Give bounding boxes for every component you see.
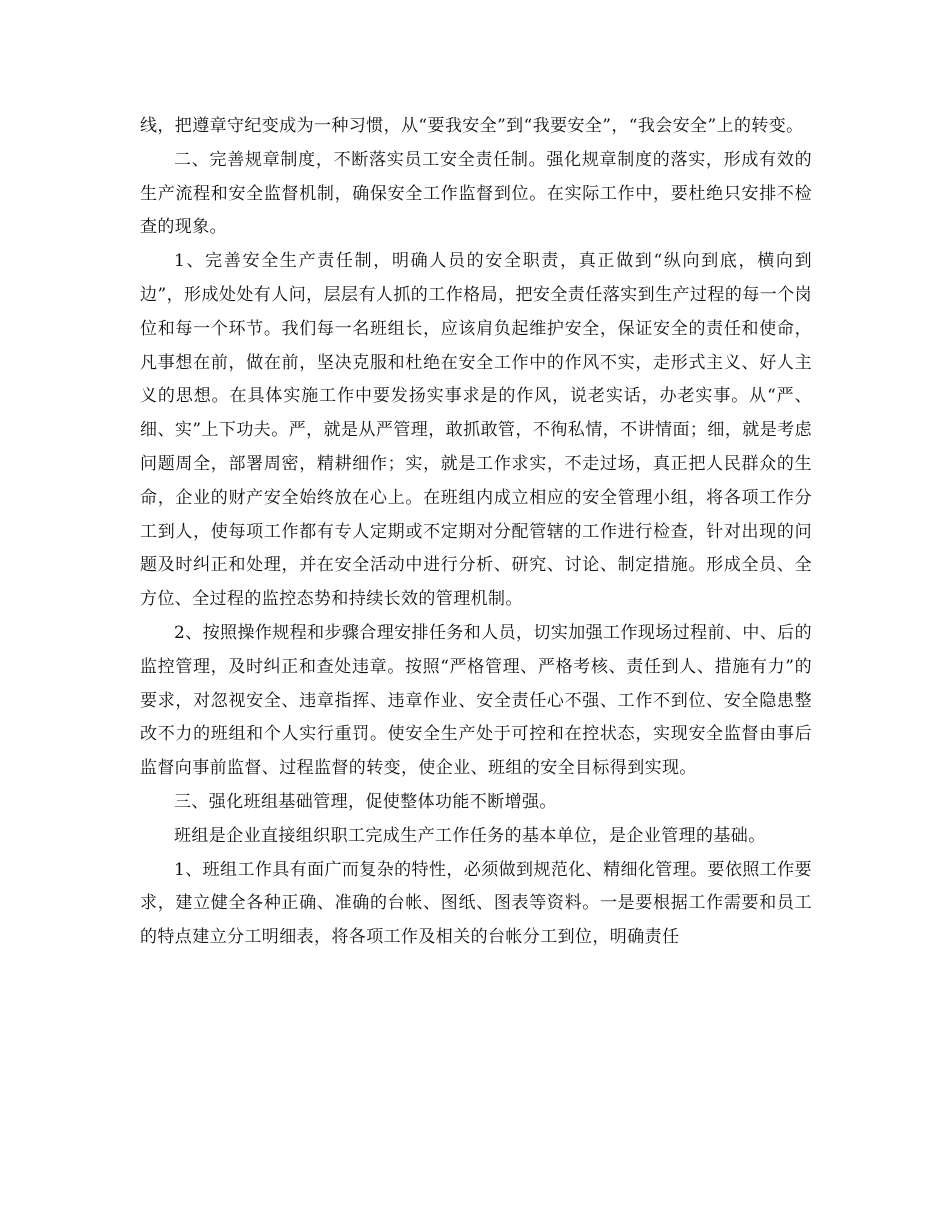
paragraph-section-two-heading: 二、完善规章制度，不断落实员工安全责任制。强化规章制度的落实，形成有效的生产流程和安全监督机制，确保安全工作监督到位。在实际工作中，要杜绝只安排不检查的现象。 <box>140 149 812 238</box>
paragraph-item-2: 2、按照操作规程和步骤合理安排任务和人员，切实加强工作现场过程前、中、后的监控管理，及时纠正和查处违章。按照“严格管理、严格考核、责任到人、措施有力”的要求，对忽视安全、违章指挥、违章作业、安全责任心不强、工作不到位、安全隐患整改不力的班组和个人实行重罚。使安全生产处于可控和在控状态，实现安全监督由事后监督向事前监督、过程监督的转变，使企业、班组的安全目标得到实现。 <box>140 622 812 779</box>
paragraph-item-1-team: 1、班组工作具有面广而复杂的特性，必须做到规范化、精细化管理。要依照工作要求，建立健全各种正确、准确的台帐、图纸、图表等资料。一是要根据工作需要和员工的特点建立分工明细表，将各项工作及相关的台帐分工到位，明确责任 <box>140 859 812 948</box>
paragraph-item-1: 1、完善安全生产责任制，明确人员的安全职责，真正做到“纵向到底，横向到边”，形成处处有人问，层层有人抓的工作格局，把安全责任落实到生产过程的每一个岗位和每一个环节。我们每一名班组长，应该肩负起维护安全，保证安全的责任和使命，凡事想在前，做在前，坚决克服和杜绝在安全工作中的作风不实，走形式主义、好人主义的思想。在具体实施工作中要发扬实事求是的作风，说老实话，办老实事。从“严、细、实”上下功夫。严，就是从严管理，敢抓敢管，不徇私情，不讲情面；细，就是考虑问题周全，部署周密，精耕细作；实，就是工作求实，不走过场，真正把人民群众的生命，企业的财产安全始终放在心上。在班组内成立相应的安全管理小组，将各项工作分工到人，使每项工作都有专人定期或不定期对分配管辖的工作进行检查，针对出现的问题及时纠正和处理，并在安全活动中进行分析、研究、讨论、制定措施。形成全员、全方位、全过程的监控态势和持续长效的管理机制。 <box>140 251 812 610</box>
document-body <box>140 110 812 955</box>
paragraph-continuation: 线，把遵章守纪变成为一种习惯，从“要我安全”到“我要安全”，“我会安全”上的转变。 <box>140 116 804 136</box>
paragraph-team-intro: 班组是企业直接组织职工完成生产工作任务的基本单位，是企业管理的基础。 <box>174 825 766 846</box>
paragraph-section-three-heading: 三、强化班组基础管理，促使整体功能不断增强。 <box>174 791 557 812</box>
